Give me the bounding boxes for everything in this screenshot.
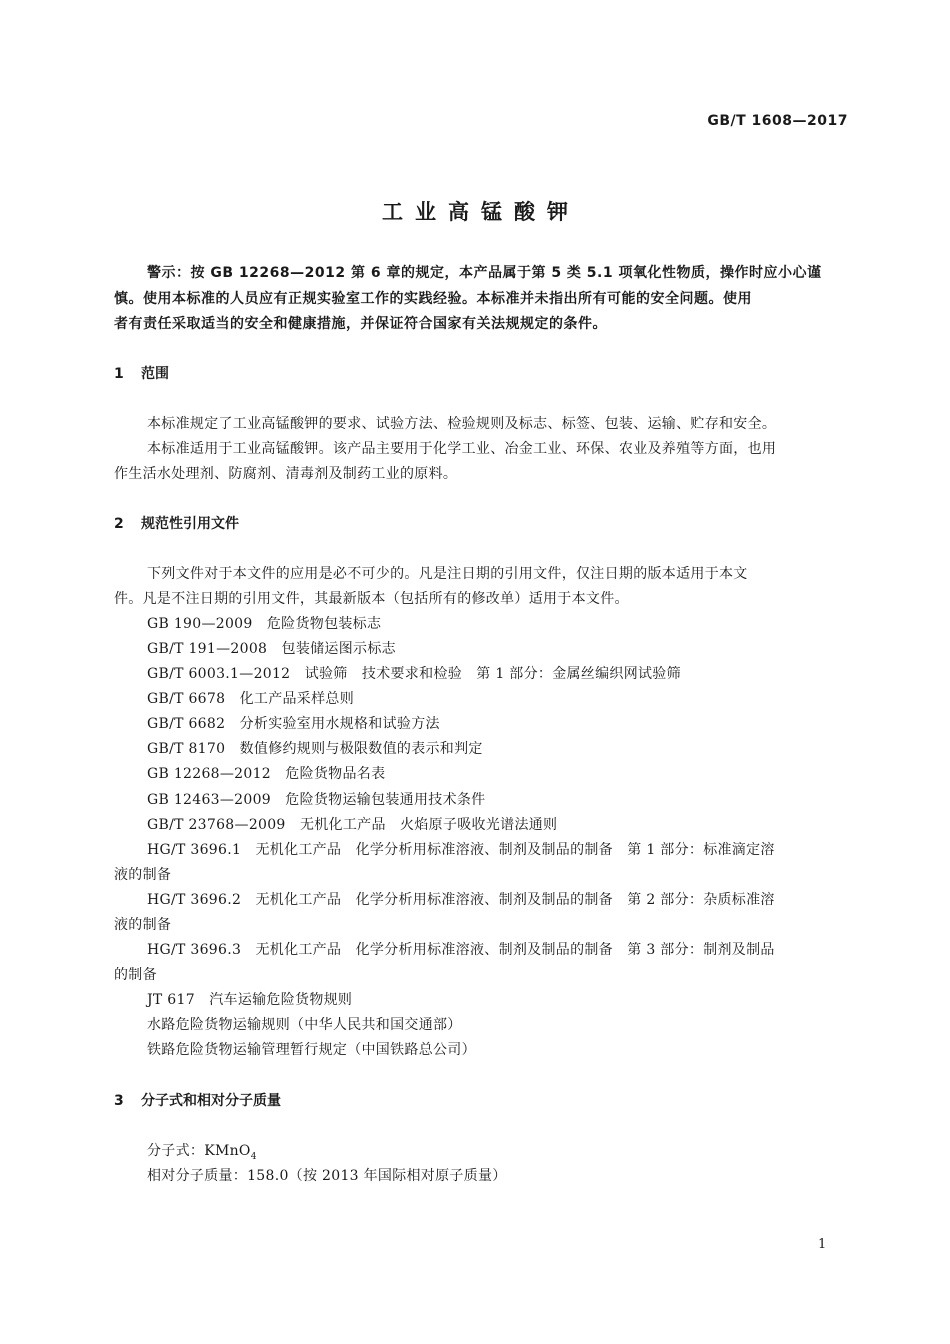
reference-item: 铁路危险货物运输管理暂行规定（中国铁路总公司） — [147, 1042, 476, 1058]
reference-item: HG/T 3696.3 无机化工产品 化学分析用标准溶液、制剂及制品的制备 第 3 部分：制剂及制品 — [147, 942, 775, 958]
section-title: 分子式和相对分子质量 — [141, 1093, 281, 1109]
reference-item: GB 12268—2012 危险货物品名表 — [147, 766, 386, 782]
paragraph-line: 本标准规定了工业高锰酸钾的要求、试验方法、检验规则及标志、标签、包装、运输、贮存和安全。 — [147, 416, 777, 432]
reference-item: HG/T 3696.1 无机化工产品 化学分析用标准溶液、制剂及制品的制备 第 1 部分：标准滴定溶 — [147, 842, 775, 858]
molecular-formula — [147, 1140, 257, 1162]
section-2-heading — [114, 513, 239, 533]
page-number: 1 — [818, 1237, 827, 1252]
warning-line: 者有责任采取适当的安全和健康措施，并保证符合国家有关法规规定的条件。 — [114, 316, 607, 332]
reference-item: GB 12463—2009 危险货物运输包装通用技术条件 — [147, 792, 486, 808]
section-number: 3 — [114, 1093, 124, 1109]
formula-label: 分子式：KMnO — [147, 1143, 251, 1159]
paragraph-line: 件。凡是不注日期的引用文件，其最新版本（包括所有的修改单）适用于本文件。 — [114, 591, 629, 607]
reference-item: JT 617 汽车运输危险货物规则 — [147, 992, 353, 1008]
molecular-mass: 相对分子质量：158.0（按 2013 年国际相对原子质量） — [147, 1168, 507, 1184]
document-title: 工业高锰酸钾 — [382, 200, 580, 224]
formula-subscript: 4 — [250, 1151, 257, 1162]
reference-item: GB/T 6678 化工产品采样总则 — [147, 691, 355, 707]
warning-line: 慎。使用本标准的人员应有正规实验室工作的实践经验。本标准并未指出所有可能的安全问题。使用 — [114, 291, 752, 307]
reference-item: GB/T 23768—2009 无机化工产品 火焰原子吸收光谱法通则 — [147, 817, 558, 833]
paragraph-line: 作生活水处理剂、防腐剂、清毒剂及制药工业的原料。 — [114, 466, 458, 482]
warning-line: 警示：按 GB 12268—2012 第 6 章的规定，本产品属于第 5 类 5.1 项氧化性物质，操作时应小心谨 — [147, 265, 822, 281]
standard-code: GB/T 1608—2017 — [707, 113, 848, 129]
reference-item: GB/T 191—2008 包装储运图示标志 — [147, 641, 396, 657]
section-title: 范围 — [141, 366, 169, 382]
section-number: 2 — [114, 516, 124, 532]
reference-item-continued: 液的制备 — [114, 917, 172, 933]
reference-item: GB/T 6682 分析实验室用水规格和试验方法 — [147, 716, 440, 732]
section-3-heading — [114, 1090, 281, 1110]
section-title: 规范性引用文件 — [141, 516, 239, 532]
reference-item: GB/T 6003.1—2012 试验筛 技术要求和检验 第 1 部分：金属丝编织网试验筛 — [147, 666, 681, 682]
section-1-heading — [114, 363, 169, 383]
paragraph-line: 下列文件对于本文件的应用是必不可少的。凡是注日期的引用文件，仅注日期的版本适用于本文 — [147, 566, 748, 582]
reference-item-continued: 的制备 — [114, 967, 157, 983]
section-number: 1 — [114, 366, 124, 382]
reference-item: GB/T 8170 数值修约规则与极限数值的表示和判定 — [147, 741, 483, 757]
reference-item: 水路危险货物运输规则（中华人民共和国交通部） — [147, 1017, 462, 1033]
reference-item: GB 190—2009 危险货物包装标志 — [147, 616, 382, 632]
reference-item: HG/T 3696.2 无机化工产品 化学分析用标准溶液、制剂及制品的制备 第 2 部分：杂质标准溶 — [147, 892, 775, 908]
paragraph-line: 本标准适用于工业高锰酸钾。该产品主要用于化学工业、冶金工业、环保、农业及养殖等方面，也用 — [147, 441, 777, 457]
reference-item-continued: 液的制备 — [114, 867, 172, 883]
